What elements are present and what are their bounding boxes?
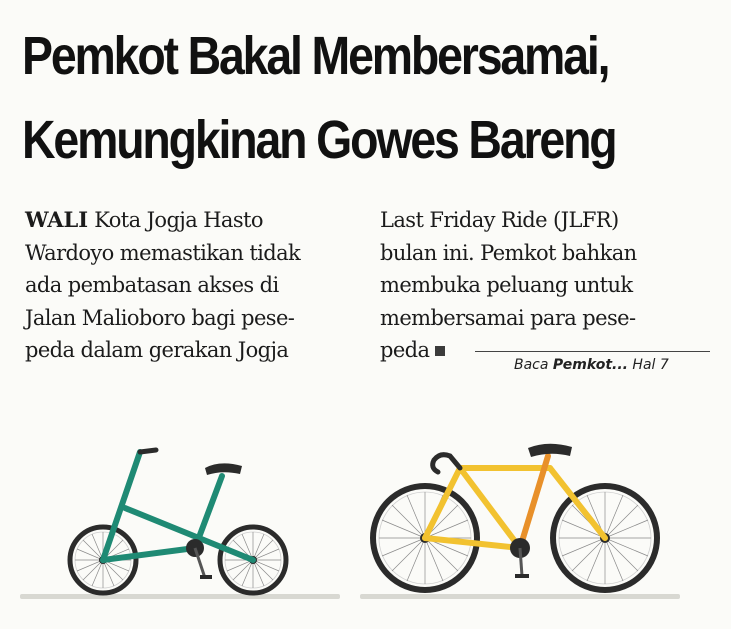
article-line: Last Friday Ride (JLFR) <box>380 208 619 232</box>
ground-shadow-right <box>360 594 680 599</box>
article-line: Wardoyo memastikan tidak <box>25 240 301 265</box>
article-line: bulan ini. Pemkot bahkan <box>380 240 637 265</box>
end-of-article-mark-icon <box>435 346 445 356</box>
article-line-text: Kota Jogja Hasto <box>88 208 263 232</box>
article-line: membuka peluang untuk <box>380 273 633 297</box>
article-line-text: peda <box>380 338 430 362</box>
folding-bike-icon <box>70 450 286 593</box>
article-line: membersamai para pese- <box>380 305 636 330</box>
headline-line-1: Pemkot Bakal Membersamai, <box>22 26 609 86</box>
lead-word: WALI <box>25 207 89 232</box>
ground-shadow-left <box>20 594 340 599</box>
article-line: Jalan Malioboro bagi pese- <box>25 305 295 330</box>
continuation-keyword: Pemkot... <box>552 357 628 373</box>
article-line <box>25 204 355 237</box>
article-line: ada pembatasan akses di <box>25 273 279 297</box>
article-line: peda dalam gerakan Jogja <box>25 338 289 362</box>
road-bike-icon <box>373 444 657 590</box>
continuation-link[interactable] <box>514 357 669 373</box>
article-column-left <box>25 204 355 367</box>
continuation-prefix: Baca <box>514 357 553 373</box>
continuation-suffix: Hal 7 <box>627 357 669 373</box>
continuation-rule <box>475 351 710 352</box>
bicycles-illustration <box>0 420 731 629</box>
headline <box>22 14 615 182</box>
article-column-right <box>380 204 710 367</box>
headline-line-2: Kemungkinan Gowes Bareng <box>22 110 616 170</box>
